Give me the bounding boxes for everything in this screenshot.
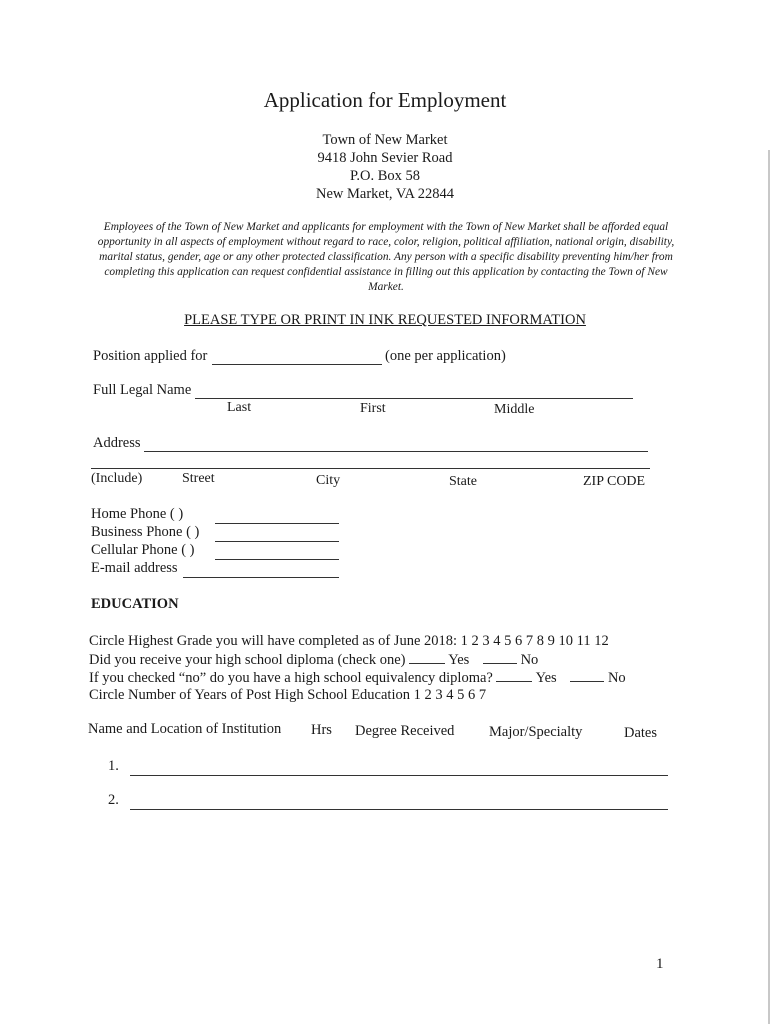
address-sub-city: City (316, 473, 341, 488)
col-institution: Name and Location of Institution (88, 721, 282, 737)
position-field[interactable] (212, 364, 382, 365)
page-number: 1 (656, 956, 664, 972)
name-sub-first: First (360, 401, 386, 416)
home-phone-label: Home Phone ( ) (91, 506, 184, 522)
post-hs-options[interactable]: 1 2 3 4 5 6 7 (413, 687, 487, 703)
email-label: E-mail address (91, 560, 178, 576)
address-sub-street: Street (182, 471, 215, 486)
col-hrs: Hrs (311, 722, 332, 738)
street-address: 9418 John Sevier Road (317, 150, 453, 166)
instruction-text: PLEASE TYPE OR PRINT IN INK REQUESTED INFORMATION (184, 312, 586, 328)
address-label: Address (93, 435, 141, 451)
diploma-no-blank[interactable] (483, 651, 517, 664)
position-suffix: (one per application) (385, 348, 506, 364)
equivalency-question: If you checked “no” do you have a high school equivalency diploma? (89, 670, 493, 686)
email-field[interactable] (183, 577, 339, 578)
grade-options[interactable]: 1 2 3 4 5 6 7 8 9 10 11 12 (460, 633, 609, 649)
education-row-1-number: 1. (108, 758, 119, 774)
full-name-label: Full Legal Name (93, 382, 192, 398)
city-state-zip: New Market, VA 22844 (315, 186, 454, 202)
business-phone-label: Business Phone ( ) (91, 524, 200, 540)
grade-question-line (89, 633, 609, 650)
post-hs-question: Circle Number of Years of Post High School Education (89, 687, 410, 703)
col-major: Major/Specialty (489, 724, 583, 740)
grade-question: Circle Highest Grade you will have completed as of June 2018: (89, 633, 458, 649)
instruction-line (0, 312, 770, 329)
address-sub-include: (Include) (91, 471, 143, 486)
equivalency-yes-label: Yes (535, 670, 557, 686)
position-label: Position applied for (93, 348, 208, 364)
diploma-no-label: No (520, 652, 539, 668)
col-dates: Dates (624, 725, 658, 741)
cellular-phone-label: Cellular Phone ( ) (91, 542, 195, 558)
address-field-line-2[interactable] (91, 468, 650, 469)
diploma-question-line (89, 651, 538, 669)
diploma-yes-label: Yes (448, 652, 470, 668)
name-sub-last: Last (227, 400, 252, 415)
address-sub-state: State (449, 474, 477, 489)
education-row-2-number: 2. (108, 792, 119, 808)
education-row-1-field[interactable] (130, 775, 668, 776)
diploma-question: Did you receive your high school diploma (check one) (89, 652, 406, 668)
education-heading: EDUCATION (91, 596, 179, 612)
name-sub-middle: Middle (494, 402, 535, 417)
full-name-field[interactable] (195, 398, 633, 399)
equivalency-yes-blank[interactable] (496, 669, 532, 682)
address-sub-zip: ZIP CODE (583, 474, 646, 489)
address-field-line-1[interactable] (144, 451, 648, 452)
col-degree: Degree Received (355, 723, 455, 739)
diploma-yes-blank[interactable] (409, 651, 445, 664)
page-title: Application for Employment (263, 88, 507, 112)
cellular-phone-field[interactable] (215, 559, 339, 560)
org-name: Town of New Market (322, 132, 448, 148)
post-hs-question-line (89, 687, 486, 704)
business-phone-field[interactable] (215, 541, 339, 542)
equivalency-question-line (89, 669, 626, 687)
po-box: P.O. Box 58 (349, 168, 421, 184)
home-phone-field[interactable] (215, 523, 339, 524)
equal-opportunity-notice: Employees of the Town of New Market and applicants for employment with the Town of New Market shall be afforded equal opportunity in all aspects of employment without regard to race, color, religion, political affiliation, national origin, disability, marital status, gender, age or any other protected classification. Any person with a specific disability preventing him/her from completing this application can request confidential assistance in filling out this application by contacting the Town of New Market. (97, 221, 675, 293)
education-row-2-field[interactable] (130, 809, 668, 810)
equivalency-no-label: No (607, 670, 626, 686)
equivalency-no-blank[interactable] (570, 669, 604, 682)
